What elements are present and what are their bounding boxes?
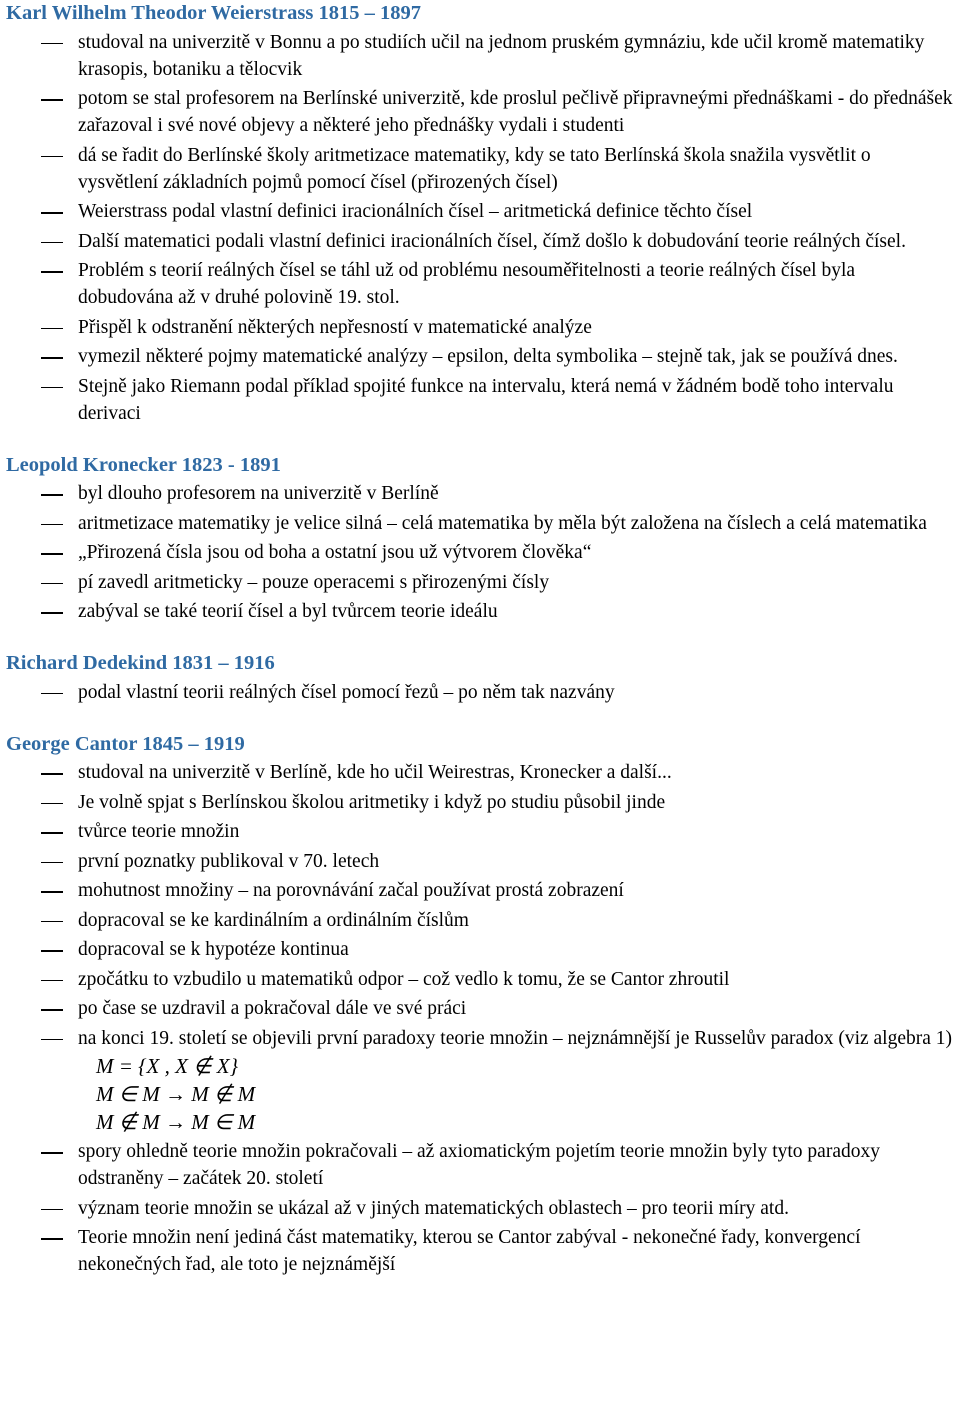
list-item: zabýval se také teorií čísel a byl tvůrcem teorie ideálu — [0, 598, 960, 625]
list-item: první poznatky publikoval v 70. letech — [0, 848, 960, 875]
list-item: význam teorie množin se ukázal až v jiných matematických oblastech – pro teorii míry atd. — [0, 1195, 960, 1222]
section-heading: Leopold Kronecker 1823 - 1891 — [6, 453, 281, 476]
section-heading: George Cantor 1845 – 1919 — [6, 732, 245, 755]
list-item: aritmetizace matematiky je velice silná – celá matematika by měla být založena na číslech a celá matematika — [0, 510, 960, 537]
list-item: dopracoval se ke kardinálním a ordinálním číslům — [0, 907, 960, 934]
list-item: podal vlastní teorii reálných čísel pomocí řezů – po něm tak nazvány — [0, 679, 960, 706]
bullet-list — [0, 29, 960, 427]
list-item: studoval na univerzitě v Berlíně, kde ho učil Weirestras, Kronecker a další... — [0, 759, 960, 786]
list-item: tvůrce teorie množin — [0, 818, 960, 845]
bullet-list — [0, 759, 960, 1278]
section-dedekind — [0, 650, 960, 706]
bullet-list — [0, 679, 960, 706]
list-item: po čase se uzdravil a pokračoval dále ve své práci — [0, 995, 960, 1022]
list-item: dá se řadit do Berlínské školy aritmetizace matematiky, kdy se tato Berlínská škola snažila vysvětlit o vysvětlení základních pojmů pomocí čísel (přirozených čísel) — [0, 142, 960, 196]
list-item: vymezil některé pojmy matematické analýzy – epsilon, delta symbolika – stejně tak, jak se používá dnes. — [0, 343, 960, 370]
list-item: studoval na univerzitě v Bonnu a po studiích učil na jednom pruském gymnáziu, kde učil kromě matematiky krasopis, botaniku a tělocvik — [0, 29, 960, 83]
list-item: Je volně spjat s Berlínskou školou aritmetiky i když po studiu působil jinde — [0, 789, 960, 816]
section-cantor — [0, 731, 960, 1279]
list-item: spory ohledně teorie množin pokračovali – až axiomatickým pojetím teorie množin byly tyto paradoxy odstraněny – začátek 20. století — [0, 1138, 960, 1192]
list-item: dopracoval se k hypotéze kontinua — [0, 936, 960, 963]
bullet-list — [0, 480, 960, 625]
list-item: byl dlouho profesorem na univerzitě v Berlíně — [0, 480, 960, 507]
list-item: zpočátku to vzbudilo u matematiků odpor – což vedlo k tomu, že se Cantor zhroutil — [0, 966, 960, 993]
section-heading: Richard Dedekind 1831 – 1916 — [6, 652, 275, 674]
formula-russell-set: M = {X , X ∉ X} — [96, 1053, 238, 1078]
list-item-text: na konci 19. století se objevili první paradoxy teorie množin – nejznámnější je Russelův paradox (viz algebra 1) — [78, 1027, 953, 1049]
list-item: Problém s teorií reálných čísel se táhl už od problému nesouměřitelnosti a teorie reálných čísel byla dobudována až v druhé polovině 19. stol. — [0, 257, 960, 311]
section-kronecker — [0, 452, 960, 626]
formula-membership-1: M ∈ M → M ∉ M — [96, 1081, 256, 1106]
list-item: mohutnost množiny – na porovnávání začal používat prostá zobrazení — [0, 877, 960, 904]
list-item: potom se stal profesorem na Berlínské univerzitě, kde proslul pečlivě připravneými přednáškami - do přednášek zařazoval i své nové objevy a některé jeho přednášky vydali i studenti — [0, 85, 960, 139]
formula-membership-2: M ∉ M → M ∈ M — [96, 1109, 256, 1134]
section-heading: Karl Wilhelm Theodor Weierstrass 1815 – 1897 — [6, 2, 421, 24]
list-item: Stejně jako Riemann podal příklad spojité funkce na intervalu, která nemá v žádném bodě toho intervalu derivaci — [0, 373, 960, 427]
list-item: Teorie množin není jediná část matematiky, kterou se Cantor zabýval - nekonečné řady, konvergencí nekonečných řad, ale toto je nejznámější — [0, 1224, 960, 1278]
list-item-russell-paradox — [0, 1025, 960, 1136]
section-weierstrass — [0, 0, 960, 427]
list-item: pí zavedl aritmeticky – pouze operacemi s přirozenými čísly — [0, 569, 960, 596]
list-item: Další matematici podali vlastní definici iracionálních čísel, čímž došlo k dobudování teorie reálných čísel. — [0, 228, 960, 255]
list-item: Přispěl k odstranění některých nepřesností v matematické analýze — [0, 314, 960, 341]
list-item: Weierstrass podal vlastní definici iracionálních čísel – aritmetická definice těchto čísel — [0, 198, 960, 225]
list-item: „Přirozená čísla jsou od boha a ostatní jsou už výtvorem člověka“ — [0, 539, 960, 566]
